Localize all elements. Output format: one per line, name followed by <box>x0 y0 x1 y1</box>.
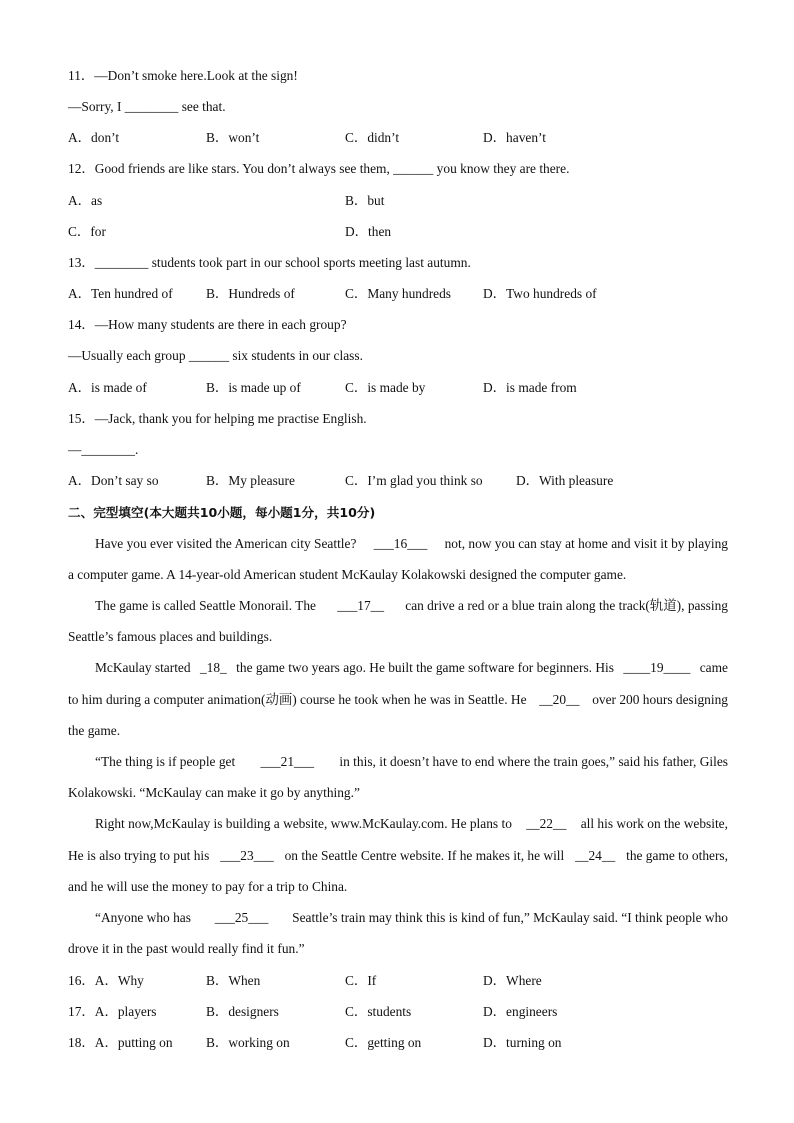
q16-option-b[interactable]: B．When <box>206 973 261 988</box>
passage-p4-line2: Kolakowski. “McKaulay can make it go by anything.” <box>68 785 360 800</box>
passage-p5-line2: He is also trying to put his ___23___ on the Seattle Centre website. If he makes it, he will __24__ the game to others, <box>68 848 728 863</box>
q13-option-d[interactable]: D．Two hundreds of <box>483 286 597 301</box>
blank-23: ___23___ <box>220 848 274 863</box>
passage-p3-line2: to him during a computer animation(动画) course he took when he was in Seattle. He __20__ over 200 hours designing <box>68 692 728 707</box>
passage-p4-line1: “The thing is if people get ___21___ in this, it doesn’t have to end where the train goes,” said his father, Giles <box>95 754 728 769</box>
q14-option-c[interactable]: C．is made by <box>345 380 426 395</box>
q11-stem: 11．—Don’t smoke here.Look at the sign! <box>68 68 298 83</box>
blank-18: _18_ <box>199 660 227 675</box>
q15-option-b[interactable]: B．My pleasure <box>206 473 295 488</box>
q15-option-a[interactable]: A．Don’t say so <box>68 473 159 488</box>
blank-17: ___17__ <box>337 598 385 613</box>
q17-option-c[interactable]: C．students <box>345 1004 412 1019</box>
q11-option-c[interactable]: C．didn’t <box>345 130 400 145</box>
blank-16: ___16___ <box>373 536 428 551</box>
q13-option-c[interactable]: C．Many hundreds <box>345 286 452 301</box>
q18-option-a[interactable]: 18．A．putting on <box>68 1035 173 1050</box>
blank-19: ____19____ <box>623 660 691 675</box>
q16-option-d[interactable]: D．Where <box>483 973 542 988</box>
q11-option-d[interactable]: D．haven’t <box>483 130 546 145</box>
q18-option-c[interactable]: C．getting on <box>345 1035 422 1050</box>
q14-option-d[interactable]: D．is made from <box>483 380 577 395</box>
q11-option-b[interactable]: B．won’t <box>206 130 260 145</box>
q18-option-d[interactable]: D．turning on <box>483 1035 562 1050</box>
q17-option-d[interactable]: D．engineers <box>483 1004 558 1019</box>
q16-option-a[interactable]: 16．A．Why <box>68 973 144 988</box>
q12-stem: 12．Good friends are like stars. You don’t always see them, ______ you know they are there. <box>68 161 570 176</box>
q14-stem: 14．—How many students are there in each group? <box>68 317 347 332</box>
q11-option-a[interactable]: A．don’t <box>68 130 120 145</box>
blank-25: ___25___ <box>214 910 269 925</box>
passage-p5-line1: Right now,McKaulay is building a website, www.McKaulay.com. He plans to __22__ all his work on the website, <box>95 816 728 831</box>
passage-p5-line3: and he will use the money to pay for a trip to China. <box>68 879 348 894</box>
q17-option-b[interactable]: B．designers <box>206 1004 279 1019</box>
q12-option-d[interactable]: D．then <box>345 224 392 239</box>
passage-p1-line1: Have you ever visited the American city Seattle? ___16___ not, now you can stay at home and visit it by playing <box>95 536 728 551</box>
blank-20: __20__ <box>539 692 580 707</box>
passage-p3-line3: the game. <box>68 723 121 738</box>
q14-option-b[interactable]: B．is made up of <box>206 380 301 395</box>
q12-option-b[interactable]: B．but <box>345 193 385 208</box>
passage-p1-line2: a computer game. A 14-year-old American student McKaulay Kolakowski designed the computer game. <box>68 567 627 582</box>
q15-option-d[interactable]: D．With pleasure <box>516 473 614 488</box>
passage-p2-line2: Seattle’s famous places and buildings. <box>68 629 273 644</box>
q12-option-a[interactable]: A．as <box>68 193 103 208</box>
q16-option-c[interactable]: C．If <box>345 973 377 988</box>
passage-p3-line1: McKaulay started _18_ the game two years ago. He built the game software for beginners. His ____19____ came <box>95 660 728 675</box>
section-heading-cloze: 二、完型填空(本大题共10小题，每小题1分，共10分) <box>68 505 376 520</box>
q13-stem: 13．________ students took part in our school sports meeting last autumn. <box>68 255 471 270</box>
q15-stem-reply: —________. <box>68 442 139 457</box>
q14-stem-reply: —Usually each group ______ six students in our class. <box>68 348 363 363</box>
passage-p6-line1: “Anyone who has ___25___ Seattle’s train may think this is kind of fun,” McKaulay said. “I think people who <box>95 910 728 925</box>
q13-option-a[interactable]: A．Ten hundred of <box>68 286 173 301</box>
passage-p2-line1: The game is called Seattle Monorail. The ___17__ can drive a red or a blue train along the track(轨道), passing <box>95 598 728 613</box>
q15-stem: 15．—Jack, thank you for helping me practise English. <box>68 411 367 426</box>
q15-option-c[interactable]: C．I’m glad you think so <box>345 473 483 488</box>
q13-option-b[interactable]: B．Hundreds of <box>206 286 295 301</box>
blank-22: __22__ <box>526 816 567 831</box>
q12-option-c[interactable]: C．for <box>68 224 106 239</box>
blank-24: __24__ <box>575 848 616 863</box>
q11-stem-reply: —Sorry, I ________ see that. <box>68 99 226 114</box>
q17-option-a[interactable]: 17．A．players <box>68 1004 157 1019</box>
q14-option-a[interactable]: A．is made of <box>68 380 147 395</box>
blank-21: ___21___ <box>260 754 315 769</box>
q18-option-b[interactable]: B．working on <box>206 1035 290 1050</box>
passage-p6-line2: drove it in the past would really find it fun.” <box>68 941 305 956</box>
